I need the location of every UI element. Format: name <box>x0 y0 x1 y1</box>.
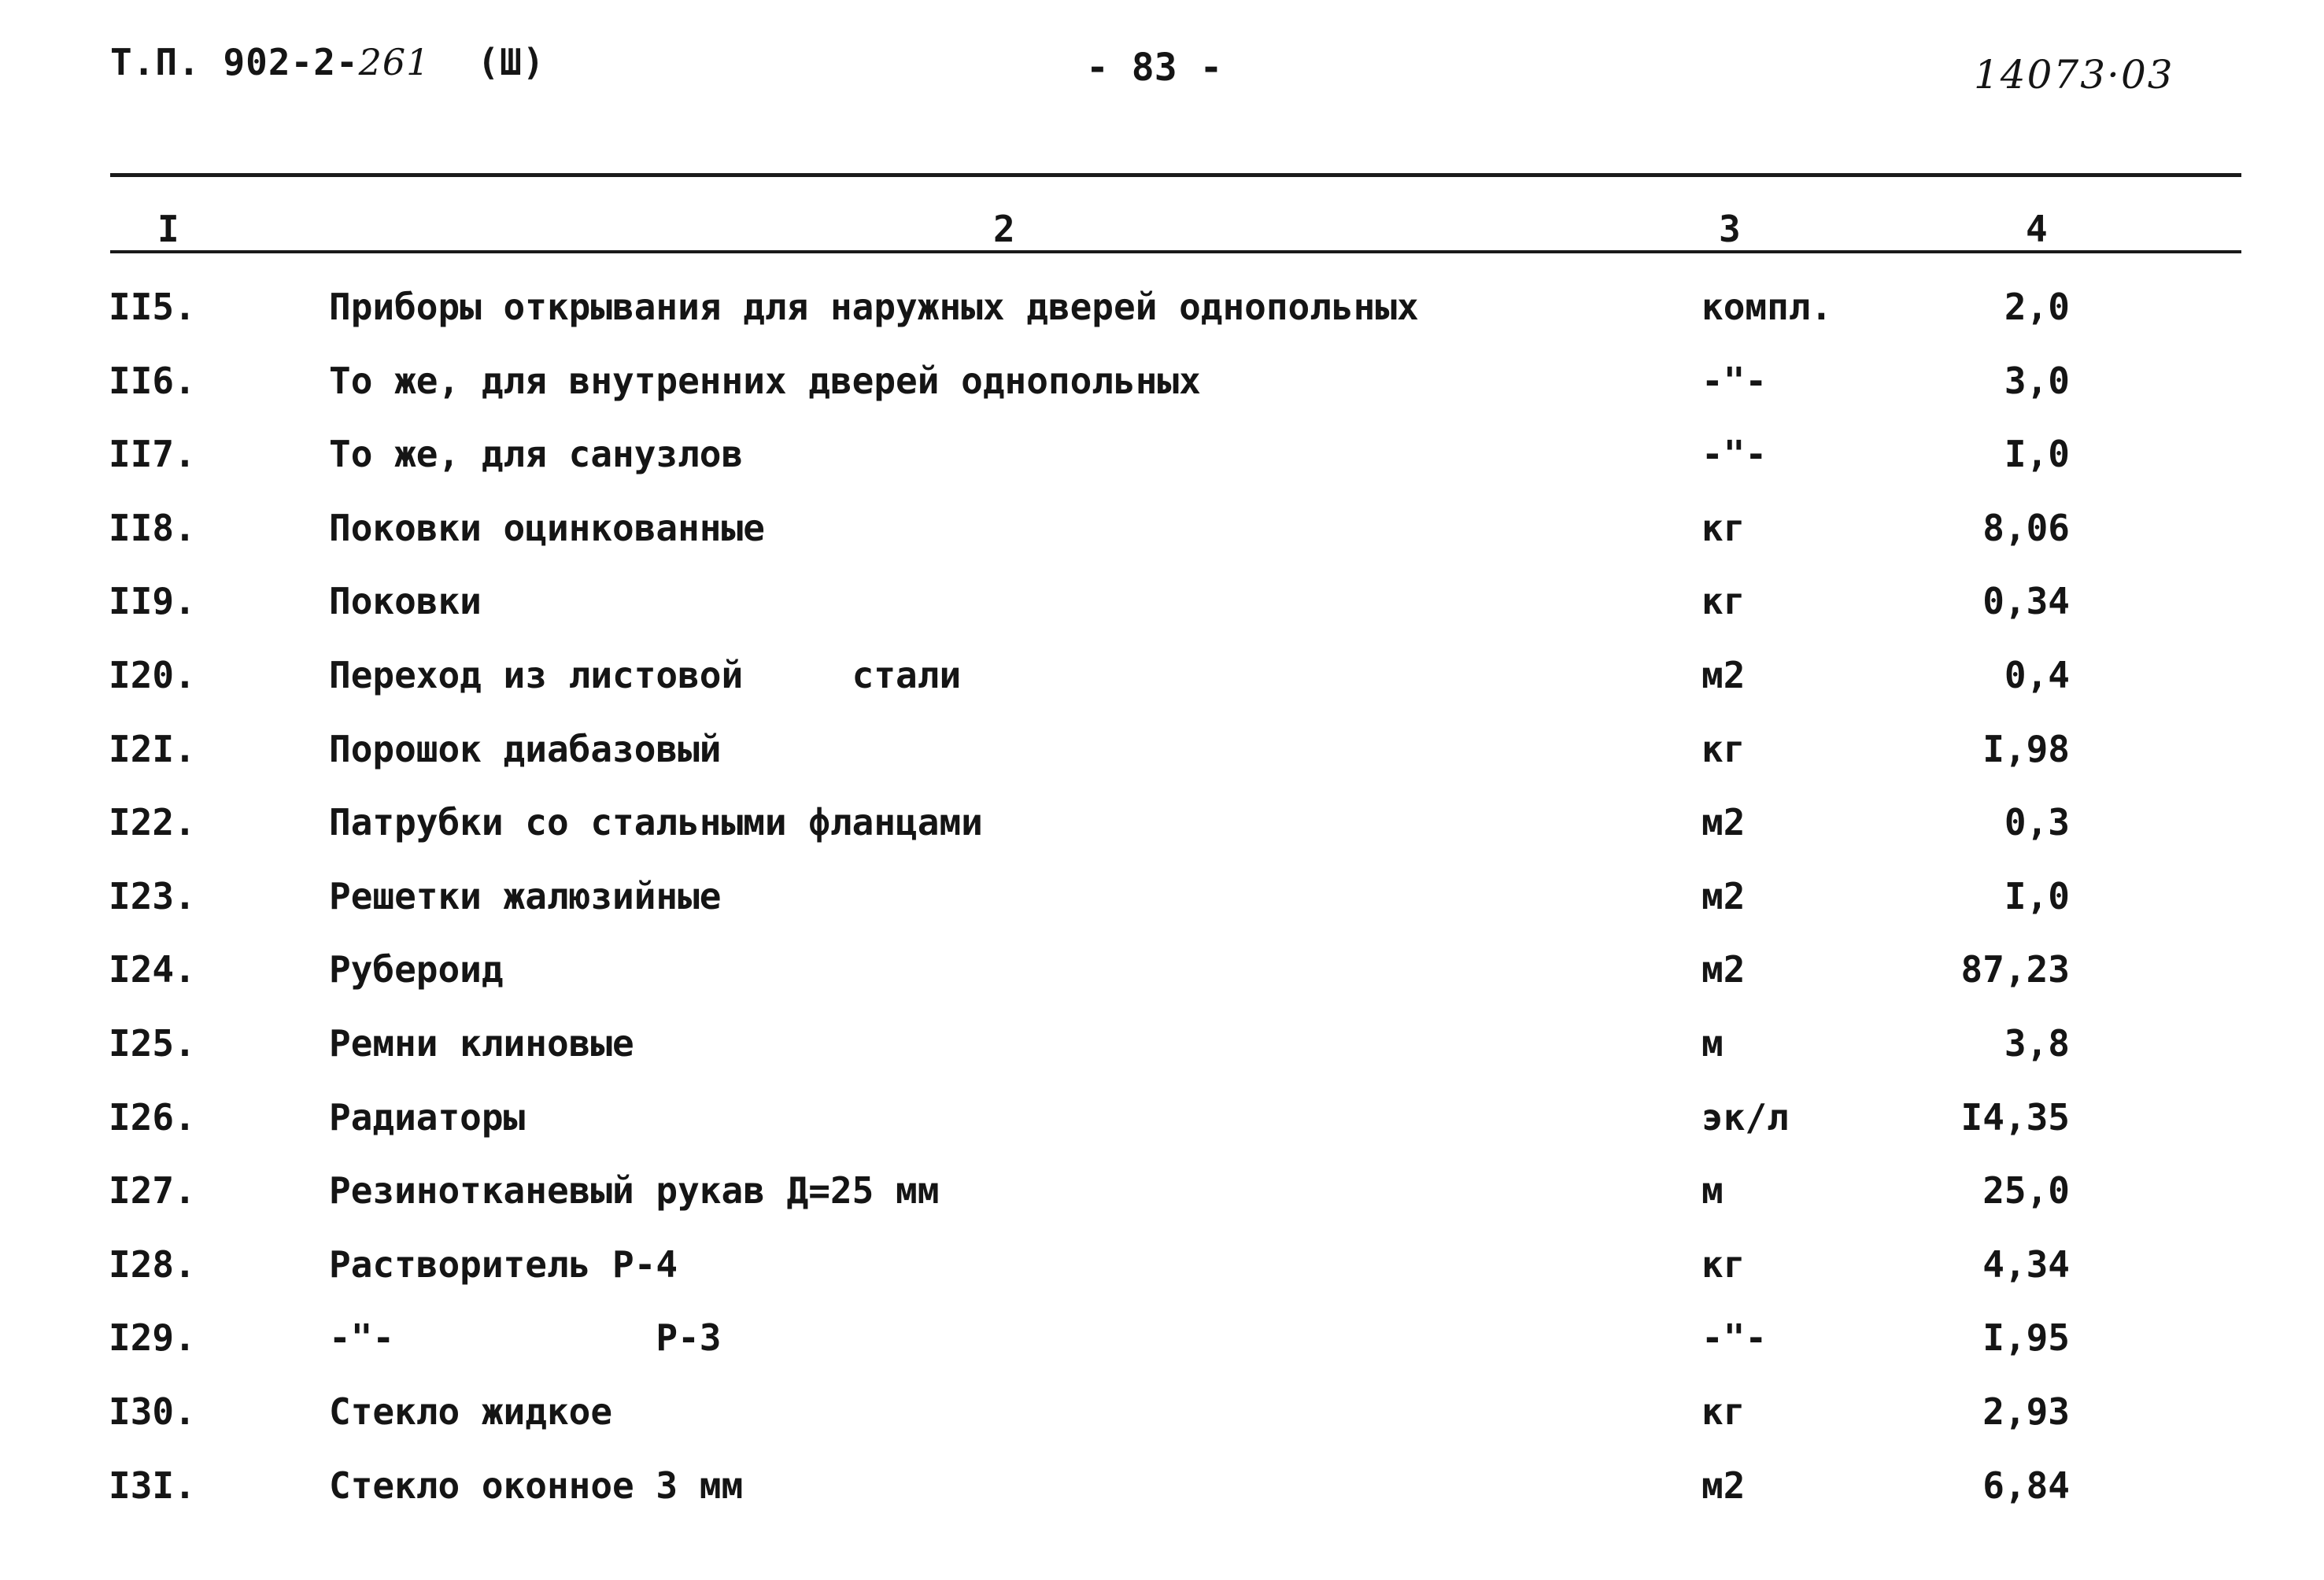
unit-of-measure: кг <box>1701 1390 1746 1433</box>
table-row <box>0 799 2324 873</box>
table-row <box>0 652 2324 725</box>
row-number: II7. <box>109 433 196 476</box>
material-name: То же, для санузлов <box>329 433 744 476</box>
table-row <box>0 1167 2324 1241</box>
quantity: 25,0 <box>1982 1169 2070 1213</box>
unit-of-measure: -"- <box>1701 1316 1768 1360</box>
row-number: II9. <box>109 580 196 623</box>
row-number: I26. <box>109 1095 196 1139</box>
table-row <box>0 1314 2324 1388</box>
page-header <box>0 0 2324 126</box>
material-name: -"- Р-3 <box>329 1316 722 1360</box>
table-row <box>0 578 2324 652</box>
table-row <box>0 873 2324 947</box>
row-number: I29. <box>109 1316 196 1360</box>
material-name: Растворитель Р-4 <box>329 1242 678 1286</box>
row-number: I30. <box>109 1390 196 1433</box>
row-number: I24. <box>109 948 196 991</box>
unit-of-measure: м2 <box>1701 1464 1746 1507</box>
quantity: 0,3 <box>2004 801 2070 844</box>
unit-of-measure: кг <box>1701 506 1746 549</box>
quantity: 8,06 <box>1982 506 2070 549</box>
unit-of-measure: кг <box>1701 727 1746 770</box>
row-number: II8. <box>109 506 196 549</box>
unit-of-measure: кг <box>1701 1242 1746 1286</box>
unit-of-measure: эк/л <box>1701 1095 1789 1139</box>
row-number: I27. <box>109 1169 196 1213</box>
material-name: Рубероид <box>329 948 504 991</box>
material-name: Ремни клиновые <box>329 1021 634 1065</box>
table-top-rule <box>110 173 2241 177</box>
materials-table <box>0 283 2324 1535</box>
row-number: I20. <box>109 653 196 696</box>
unit-of-measure: м2 <box>1701 948 1746 991</box>
quantity: 87,23 <box>1960 948 2070 991</box>
column-header-rule <box>110 250 2241 253</box>
table-row <box>0 1094 2324 1168</box>
unit-of-measure: м <box>1701 1021 1724 1065</box>
quantity: 3,8 <box>2004 1021 2070 1065</box>
row-number: I25. <box>109 1021 196 1065</box>
row-number: I22. <box>109 801 196 844</box>
unit-of-measure: м2 <box>1701 801 1746 844</box>
unit-of-measure: кг <box>1701 580 1746 623</box>
quantity: I,0 <box>2004 874 2070 917</box>
column-number-4: 4 <box>2026 208 2048 250</box>
row-number: I28. <box>109 1242 196 1286</box>
quantity: I,0 <box>2004 433 2070 476</box>
unit-of-measure: м <box>1701 1169 1724 1213</box>
table-row <box>0 283 2324 357</box>
row-number: I3I. <box>109 1464 196 1507</box>
volume-label: (Ш) <box>477 41 545 83</box>
column-number-2: 2 <box>993 208 1015 250</box>
material-name: Приборы открывания для наружных дверей однопольных <box>329 286 1419 328</box>
quantity: 2,0 <box>2004 286 2070 328</box>
table-row <box>0 1020 2324 1094</box>
row-number: I2I. <box>109 727 196 770</box>
table-row <box>0 430 2324 504</box>
quantity: 6,84 <box>1982 1464 2070 1507</box>
unit-of-measure: компл. <box>1701 286 1833 328</box>
material-name: Стекло жидкое <box>329 1390 613 1433</box>
material-name: Порошок диабазовый <box>329 727 722 770</box>
column-number-3: 3 <box>1719 208 1741 250</box>
column-number-1: I <box>157 208 179 250</box>
material-name: Стекло оконное 3 мм <box>329 1464 744 1507</box>
quantity: 0,34 <box>1982 580 2070 623</box>
unit-of-measure: -"- <box>1701 433 1768 476</box>
material-name: Резинотканевый рукав Д=25 мм <box>329 1169 940 1213</box>
table-row <box>0 1241 2324 1315</box>
table-row <box>0 725 2324 799</box>
material-name: Решетки жалюзийные <box>329 874 722 917</box>
quantity: I4,35 <box>1960 1095 2070 1139</box>
archive-code-handwritten: 14073·03 <box>1974 52 2174 98</box>
quantity: 2,93 <box>1982 1390 2070 1433</box>
table-row <box>0 357 2324 431</box>
material-name: Патрубки со стальными фланцами <box>329 801 983 844</box>
page-number: - 83 - <box>1086 46 1223 90</box>
material-name: Поковки <box>329 580 482 623</box>
material-name: То же, для внутренних дверей однопольных <box>329 359 1201 402</box>
table-row <box>0 504 2324 578</box>
unit-of-measure: -"- <box>1701 359 1768 402</box>
quantity: I,98 <box>1982 727 2070 770</box>
unit-of-measure: м2 <box>1701 874 1746 917</box>
unit-of-measure: м2 <box>1701 653 1746 696</box>
row-number: II6. <box>109 359 196 402</box>
quantity: 0,4 <box>2004 653 2070 696</box>
table-row <box>0 1462 2324 1536</box>
document-designation <box>110 41 545 83</box>
quantity: 4,34 <box>1982 1242 2070 1286</box>
quantity: 3,0 <box>2004 359 2070 402</box>
material-name: Переход из листовой стали <box>329 653 962 696</box>
table-row <box>0 1388 2324 1462</box>
material-name: Поковки оцинкованные <box>329 506 765 549</box>
row-number: I23. <box>109 874 196 917</box>
material-name: Радиаторы <box>329 1095 526 1139</box>
table-row <box>0 946 2324 1020</box>
row-number: II5. <box>109 286 196 328</box>
quantity: I,95 <box>1982 1316 2070 1360</box>
document-number-handwritten: 261 <box>358 41 430 83</box>
document-prefix: Т.П. 902-2- <box>110 41 359 83</box>
